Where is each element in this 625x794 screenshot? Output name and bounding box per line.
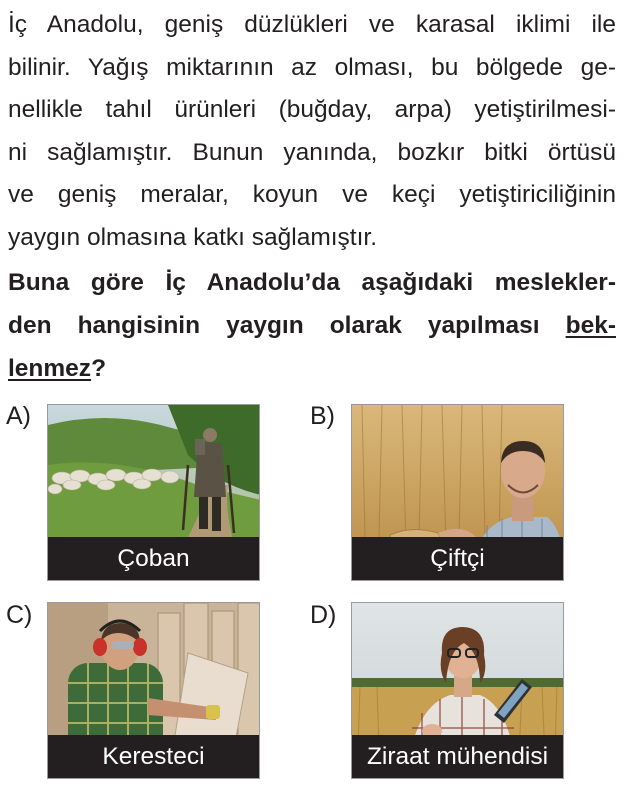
passage-line: bilinir. Yağış miktarının az olması, bu bölgede ge-	[8, 53, 616, 81]
question-line	[8, 347, 616, 390]
option-a-letter[interactable]: A)	[6, 402, 31, 430]
option-b-letter[interactable]: B)	[310, 402, 335, 430]
passage-line: İç Anadolu, geniş düzlükleri ve karasal iklimi ile	[8, 11, 616, 38]
question-emphasis: bek-	[565, 312, 616, 339]
option-a-caption: Çoban	[48, 537, 259, 580]
question-fragment: den hangisinin yaygın olarak yapılması	[8, 312, 566, 339]
passage-line: ni sağlamıştır. Bunun yanında, bozkır bitki örtüsü	[8, 138, 616, 166]
option-d-letter[interactable]: D)	[310, 601, 337, 629]
passage-line: nellikle tahıl ürünleri (buğday, arpa) yetiştirilmesi-	[8, 96, 616, 123]
question-emphasis: lenmez	[8, 355, 92, 382]
passage-line: ve geniş meralar, koyun ve keçi yetiştiriciliğinin	[8, 181, 616, 208]
option-a-card[interactable]	[47, 404, 260, 581]
option-b-caption: Çiftçi	[352, 537, 563, 580]
question-text	[8, 261, 616, 390]
question-line: Buna göre İç Anadolu’da aşağıdaki meslekler-	[8, 269, 616, 296]
question-fragment: ?	[91, 355, 107, 382]
option-c-caption: Keresteci	[48, 735, 259, 778]
passage-line: yaygın olmasına katkı sağlamıştır.	[8, 223, 378, 251]
option-c-card[interactable]	[47, 602, 260, 779]
option-d-card[interactable]	[351, 602, 564, 779]
question-line	[8, 304, 616, 347]
option-d-caption: Ziraat mühendisi	[352, 735, 563, 778]
option-c-letter[interactable]: C)	[6, 601, 33, 629]
option-b-card[interactable]	[351, 404, 564, 581]
passage-text	[8, 4, 616, 259]
